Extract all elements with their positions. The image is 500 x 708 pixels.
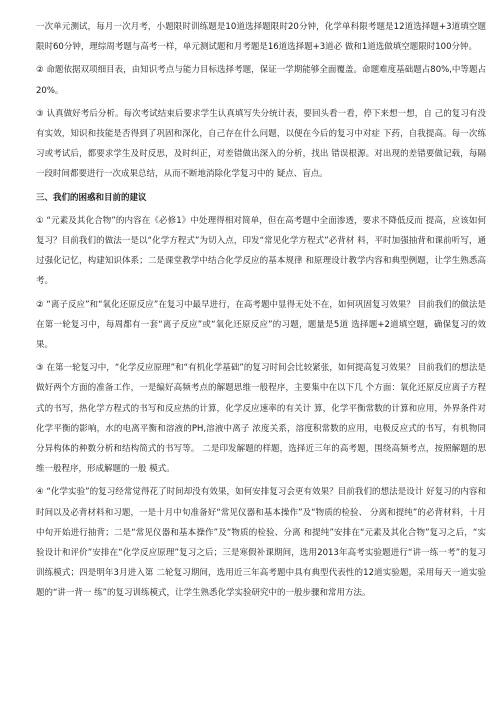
section-heading: 三、我们的困惑和目前的建议 [36, 192, 147, 203]
document-page [36, 17, 486, 607]
paragraph-exam-design: ② 命题依据双项细目表，由知识考点与能力目标选择考题，保证一学期能够全面覆盖。命题难度基础题占80%,中等题占20%。 [36, 65, 486, 96]
paragraph-ionic-redox: ② “离子反应”和“氧化还原反应”在复习中最早进行，在高考题中显得无处不在，如何巩固复习效果？ 目前我们的做法是在第一轮复习中，每周都有一套“离子反应”或“氧化还原反应”的习题，题量是5道 选择题+2道填空题，确保复习的效果。 [36, 299, 486, 351]
paragraph-exam-schedule: 一次单元测试，每月一次月考，小题限时训练题是10道选择题限时20分钟，化学单科限考题是12道选择题+3道填空题限时60分钟，理综周考题与高考一样，单元测试题和月考题是16道选择题+3道必 做和1道选做填空题限时100分钟。 [36, 22, 486, 53]
paragraph-exam-analysis: ③ 认真做好考后分析。每次考试结束后要求学生认真填写失分统计表，要回头看一看，停下来想一想，自 己的复习有没有实效，知识和技能是否得到了巩固和深化，自己存在什么问题，以便在今后的复习中对症 下药，自我提高。每一次练习或考试后，都要求学生及时反思，及时纠正，对差错做出深入的分析，找出 错误根源。对出现的差错要做记载，每隔一段时间都要进行一次成果总结，从而不断地消除化学复习中的 疑点、盲点。 [36, 108, 486, 180]
paragraph-chemistry-experiment: ④ “化学实验”的复习经常觉得花了时间却没有效果，如何安排复习会更有效果？目前我们的想法是设计 好复习的内容和时间以及必背材料和习题，一是十月中旬准备好“常见仪器和基本操作”及“物质的检验、 分离和提纯”的必背材料，十月中旬开始进行抽背；二是“常见仪器和基本操作”及“物质的检验、分离 和提纯”安排在“元素及其化合物”复习之后，“实验设计和评价”安排在“化学反应原理”复习之后；三是寒假补课期间，选用2013年高考实验题进行“讲一练一考”的复习训练模式；四是明年3月进入第 二轮复习期间，选用近三年高考题中具有典型代表性的12道实验题，采用每天一道实验题的“讲一背一 练”的复习训练模式，让学生熟悉化学实验研究中的一般步骤和常用方法。 [36, 487, 486, 599]
paragraph-reaction-principles: ③ 在第一轮复习中，“化学反应原理”和“有机化学基础”的复习时间会比较紧张，如何提高复习效果？ 目前我们的想法是做好两个方面的准备工作，一是编好高频考点的解题思维一般程序，主要集中在以下几 个方面：氧化还原反应离子方程式的书写，热化学方程式的书写和反应热的计算，化学反应速率的有关计 算，化学平衡常数的计算和应用，外界条件对化学平衡的影响，水的电离平衡和溶液的PH,溶液中离子 浓度关系，溶度积常数的应用，电极反应式的书写，有机物同分异构体的种数分析和结构简式的书写等。 二是印发解题的样题，选择近三年的高考题，围绕高频考点，按照解题的思维一般程序，形成解题的一般 模式。 [36, 363, 486, 475]
paragraph-elements-compounds: ① “元素及其化合物”的内容在《必修1》中处理得相对简单，但在高考题中全面渗透，要求不降低反而 提高，应该如何复习？目前我们的做法一是以“化学方程式”为切入点，印发“常见化学方程式”必背材 料，平时加强抽背和课前听写，通过强化记忆，构建知识体系；二是课堂教学中结合化学反应的基本规律 和原理设计教学内容和典型例题，让学生熟悉高考。 [36, 215, 486, 287]
